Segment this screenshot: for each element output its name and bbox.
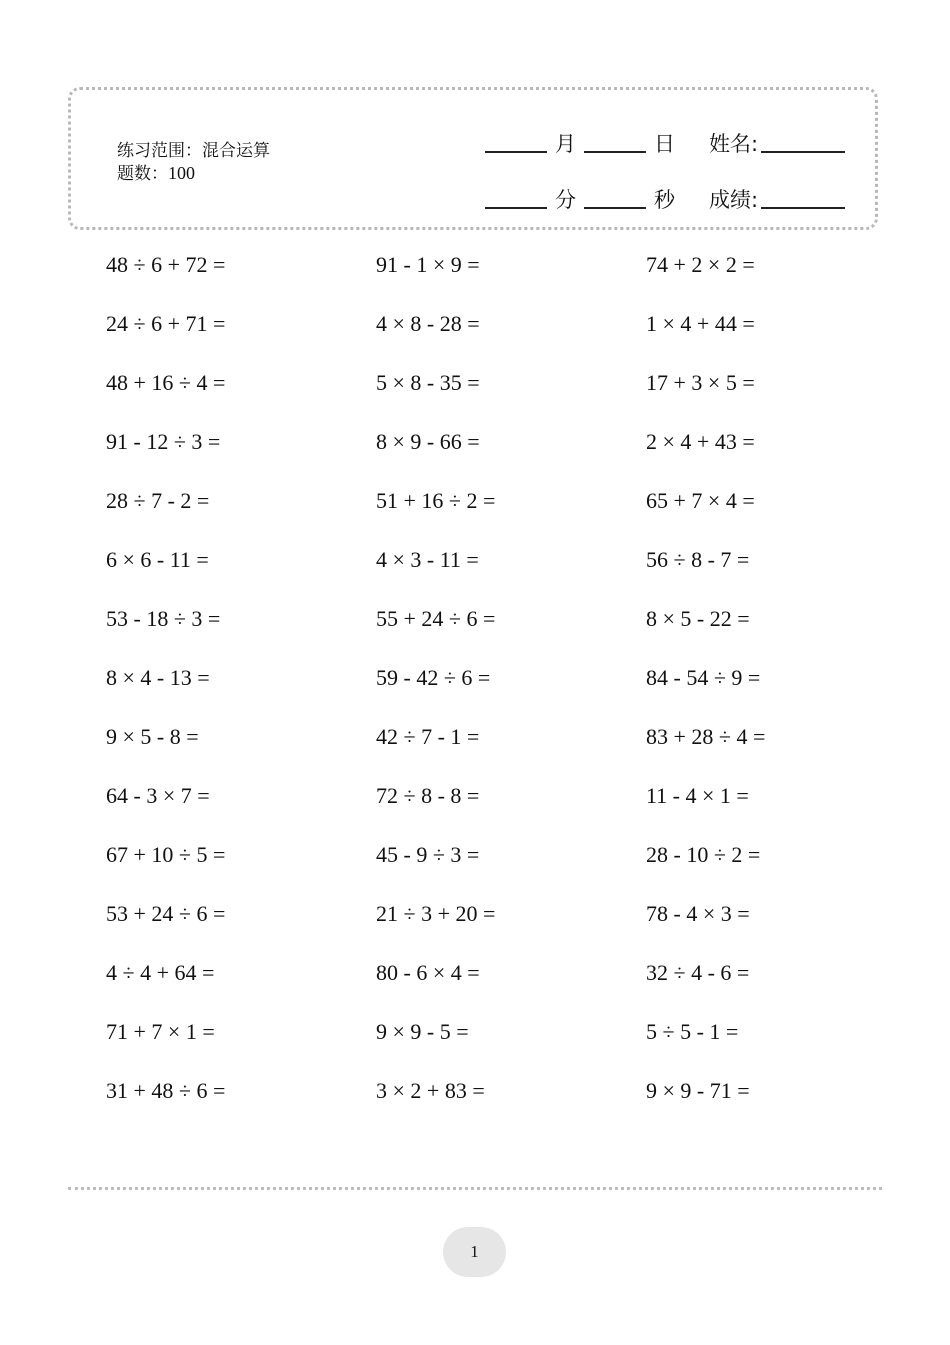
problem: 48 + 16 ÷ 4 = <box>106 370 226 395</box>
count-label: 题数： <box>117 164 168 184</box>
problem: 91 - 12 ÷ 3 = <box>106 429 221 454</box>
problem: 53 + 24 ÷ 6 = <box>106 901 226 926</box>
problem: 72 ÷ 8 - 8 = <box>376 783 480 808</box>
problem-row <box>106 250 906 309</box>
problem: 51 + 16 ÷ 2 = <box>376 488 496 513</box>
problem: 9 × 9 - 71 = <box>646 1078 750 1103</box>
problem: 4 ÷ 4 + 64 = <box>106 960 215 985</box>
problem: 84 - 54 ÷ 9 = <box>646 665 761 690</box>
count-value: 100 <box>168 163 195 183</box>
problem: 55 + 24 ÷ 6 = <box>376 606 496 631</box>
problem: 83 + 28 ÷ 4 = <box>646 724 766 749</box>
problem: 91 - 1 × 9 = <box>376 252 480 277</box>
problem: 4 × 3 - 11 = <box>376 547 479 572</box>
problem: 21 ÷ 3 + 20 = <box>376 901 496 926</box>
name-blank[interactable] <box>761 150 845 153</box>
problem-row <box>106 899 906 958</box>
problem: 32 ÷ 4 - 6 = <box>646 960 750 985</box>
fill-in-fields <box>485 118 855 230</box>
problem: 5 ÷ 5 - 1 = <box>646 1019 739 1044</box>
problem: 80 - 6 × 4 = <box>376 960 480 985</box>
page-number: 1 <box>443 1227 506 1277</box>
problem-row <box>106 1076 906 1135</box>
problem: 9 × 5 - 8 = <box>106 724 199 749</box>
problem: 9 × 9 - 5 = <box>376 1019 469 1044</box>
problem: 11 - 4 × 1 = <box>646 783 749 808</box>
score-label: 成绩: <box>709 188 759 212</box>
problem: 5 × 8 - 35 = <box>376 370 480 395</box>
problem: 28 ÷ 7 - 2 = <box>106 488 210 513</box>
problem-row <box>106 840 906 899</box>
problem: 74 + 2 × 2 = <box>646 252 755 277</box>
problem-row <box>106 427 906 486</box>
date-name-row <box>485 118 855 158</box>
problem-row <box>106 663 906 722</box>
problem-row <box>106 781 906 840</box>
month-blank[interactable] <box>485 150 547 153</box>
problem: 24 ÷ 6 + 71 = <box>106 311 226 336</box>
problem: 31 + 48 ÷ 6 = <box>106 1078 226 1103</box>
problem-row <box>106 368 906 427</box>
minute-blank[interactable] <box>485 206 547 209</box>
month-label: 月 <box>555 132 576 156</box>
problem: 8 × 5 - 22 = <box>646 606 750 631</box>
minute-label: 分 <box>555 188 576 212</box>
problem-row <box>106 309 906 368</box>
score-blank[interactable] <box>761 206 845 209</box>
problem: 64 - 3 × 7 = <box>106 783 210 808</box>
problem: 1 × 4 + 44 = <box>646 311 755 336</box>
problem: 17 + 3 × 5 = <box>646 370 755 395</box>
problem-grid <box>106 250 906 1135</box>
problem: 78 - 4 × 3 = <box>646 901 750 926</box>
name-label: 姓名: <box>709 132 759 156</box>
problem: 8 × 9 - 66 = <box>376 429 480 454</box>
problem: 4 × 8 - 28 = <box>376 311 480 336</box>
problem: 3 × 2 + 83 = <box>376 1078 485 1103</box>
problem: 53 - 18 ÷ 3 = <box>106 606 221 631</box>
second-blank[interactable] <box>584 206 646 209</box>
header-box <box>68 87 878 230</box>
problem: 28 - 10 ÷ 2 = <box>646 842 761 867</box>
problem: 67 + 10 ÷ 5 = <box>106 842 226 867</box>
problem-row <box>106 545 906 604</box>
problem-row <box>106 722 906 781</box>
problem-row <box>106 604 906 663</box>
range-label: 练习范围：混合运算 <box>117 141 270 161</box>
problem: 6 × 6 - 11 = <box>106 547 209 572</box>
second-label: 秒 <box>654 188 675 212</box>
problem: 8 × 4 - 13 = <box>106 665 210 690</box>
problem: 2 × 4 + 43 = <box>646 429 755 454</box>
problem: 65 + 7 × 4 = <box>646 488 755 513</box>
day-blank[interactable] <box>584 150 646 153</box>
problem-row <box>106 486 906 545</box>
footer-divider <box>68 1187 882 1190</box>
problem: 45 - 9 ÷ 3 = <box>376 842 480 867</box>
day-label: 日 <box>654 132 675 156</box>
problem-row <box>106 958 906 1017</box>
problem: 56 ÷ 8 - 7 = <box>646 547 750 572</box>
problem-row <box>106 1017 906 1076</box>
time-score-row <box>485 174 855 214</box>
problem: 71 + 7 × 1 = <box>106 1019 215 1044</box>
problem: 48 ÷ 6 + 72 = <box>106 252 226 277</box>
problem: 42 ÷ 7 - 1 = <box>376 724 480 749</box>
worksheet-meta <box>117 140 270 185</box>
problem: 59 - 42 ÷ 6 = <box>376 665 491 690</box>
